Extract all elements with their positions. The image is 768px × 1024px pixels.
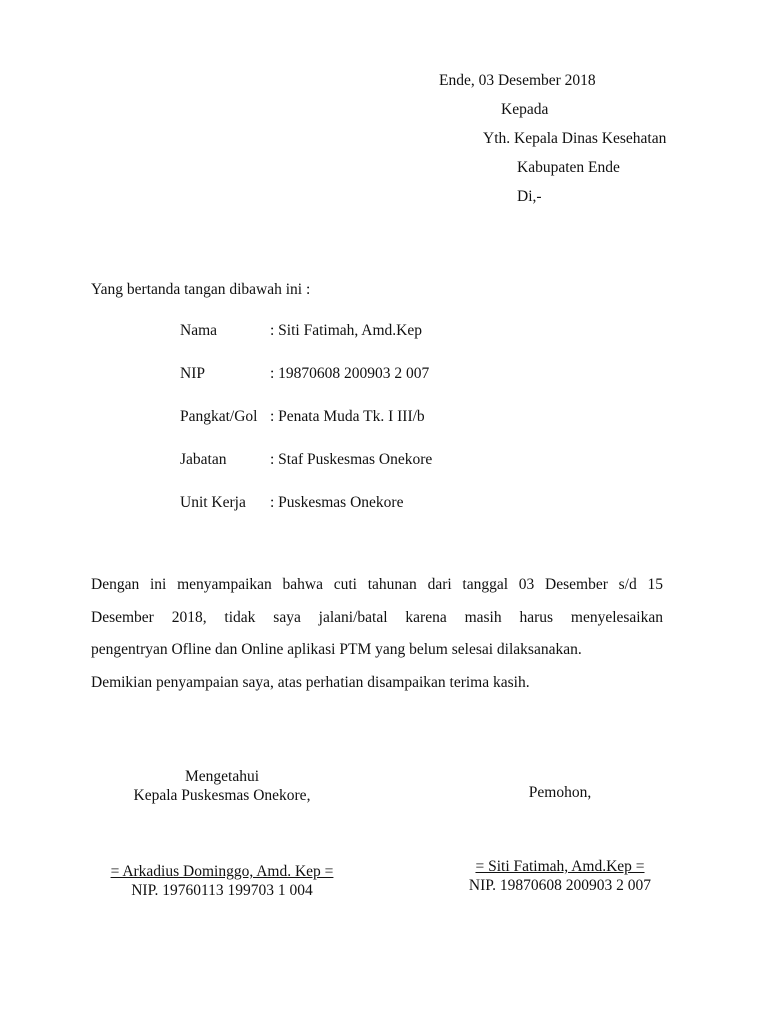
field-value-nama: : Siti Fatimah, Amd.Kep [270, 322, 422, 339]
field-value-jabatan: : Staf Puskesmas Onekore [270, 451, 433, 468]
applicant-name: = Siti Fatimah, Amd.Kep = [475, 858, 645, 875]
field-label-nip: NIP [180, 365, 205, 382]
kepada-label: Kepada [501, 101, 549, 118]
field-value-unit-kerja: : Puskesmas Onekore [270, 494, 404, 511]
place-date: Ende, 03 Desember 2018 [439, 72, 596, 89]
field-label-nama: Nama [180, 322, 218, 339]
body-paragraph [91, 569, 663, 699]
acknowledged-caption: Mengetahui [184, 768, 260, 785]
recipient-location: Di,- [517, 188, 542, 205]
body-line: pengentryan Ofline dan Online aplikasi PTM yang belum selesai dilaksanakan. [91, 641, 582, 658]
recipient-title: Yth. Kepala Dinas Kesehatan [483, 130, 667, 147]
field-value-pangkat: : Penata Muda Tk. I III/b [270, 408, 425, 425]
head-signatory-name: = Arkadius Dominggo, Amd. Kep = [110, 863, 334, 880]
intro-text: Yang bertanda tangan dibawah ini : [91, 281, 311, 298]
applicant-caption: Pemohon, [528, 784, 592, 801]
closing-line: Demikian penyampaian saya, atas perhatian disampaikan terima kasih. [91, 673, 530, 691]
field-label-jabatan: Jabatan [180, 451, 227, 468]
applicant-nip: NIP. 19870608 200903 2 007 [468, 877, 652, 894]
head-signatory-nip: NIP. 19760113 199703 1 004 [131, 882, 313, 899]
body-line: Dengan ini menyampaikan bahwa cuti tahunan dari tanggal 03 Desember s/d 15 [91, 576, 663, 593]
field-value-nip: : 19870608 200903 2 007 [270, 365, 430, 382]
head-title-caption: Kepala Puskesmas Onekore, [133, 787, 311, 804]
recipient-region: Kabupaten Ende [517, 159, 620, 176]
field-label-unit-kerja: Unit Kerja [180, 494, 246, 511]
body-line: Desember 2018, tidak saya jalani/batal karena masih harus menyelesaikan [91, 608, 663, 626]
field-label-pangkat: Pangkat/Gol [180, 408, 258, 425]
